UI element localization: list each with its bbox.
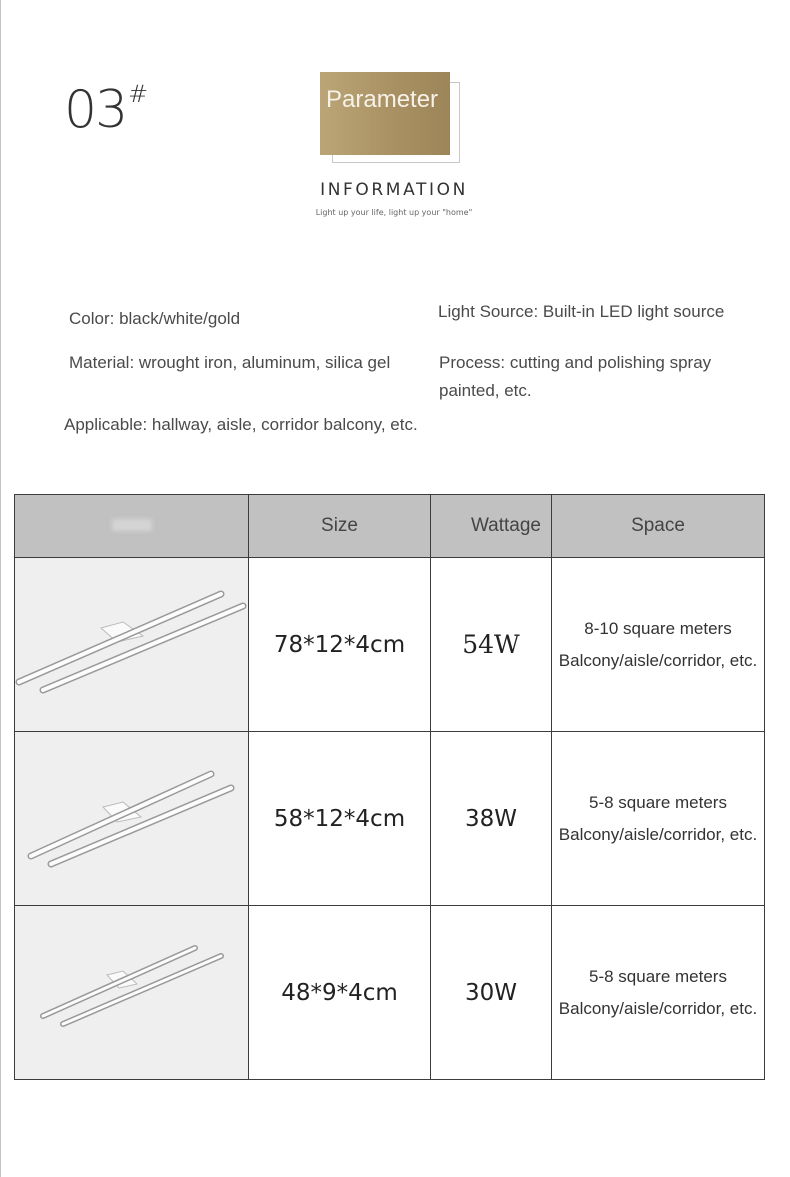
size-value: 48*9*4cm (281, 979, 398, 1006)
header-size: Size (249, 495, 431, 558)
wattage-value: 38W (464, 805, 517, 832)
space-area: 5-8 square meters (589, 966, 727, 986)
lamp-48-icon (15, 906, 249, 1079)
wattage-cell (431, 558, 552, 732)
parameter-table (14, 494, 765, 1080)
header-image (15, 495, 249, 558)
space-use: Balcony/aisle/corridor, etc. (558, 824, 758, 844)
wattage-cell (431, 906, 552, 1080)
size-cell (249, 558, 431, 732)
size-value: 78*12*4cm (273, 631, 406, 658)
lamp-image-cell (15, 732, 249, 906)
size-value: 58*12*4cm (273, 805, 406, 832)
lamp-78-icon (15, 558, 249, 731)
table-header-row (15, 495, 765, 558)
wattage-value: 54W (462, 630, 520, 659)
wattage-cell (431, 732, 552, 906)
parameter-badge-label: Parameter (326, 86, 439, 113)
size-cell (249, 732, 431, 906)
blurred-header-label (112, 519, 152, 531)
page-left-border (0, 0, 1, 1177)
header-wattage: Wattage (431, 495, 552, 558)
space-area: 5-8 square meters (589, 792, 727, 812)
table-row (15, 558, 765, 732)
parameter-badge (320, 72, 450, 155)
section-slogan: Light up your life, light up your "home" (315, 208, 473, 217)
space-area: 8-10 square meters (584, 618, 732, 638)
spec-light-source: Light Source: Built-in LED light source (438, 302, 725, 321)
space-use: Balcony/aisle/corridor, etc. (558, 998, 758, 1018)
lamp-58-icon (15, 732, 249, 905)
wattage-value: 30W (464, 979, 517, 1006)
table-row (15, 906, 765, 1080)
section-title: INFORMATION (320, 180, 468, 200)
lamp-image-cell (15, 558, 249, 732)
spec-color: Color: black/white/gold (69, 309, 241, 328)
section-number-mark: # (128, 80, 149, 108)
space-cell (552, 732, 765, 906)
table-row (15, 732, 765, 906)
spec-applicable: Applicable: hallway, aisle, corridor balcony, etc. (64, 415, 418, 434)
lamp-image-cell (15, 906, 249, 1080)
section-number (64, 80, 149, 140)
spec-material: Material: wrought iron, aluminum, silica gel (69, 353, 391, 372)
space-cell (552, 906, 765, 1080)
size-cell (249, 906, 431, 1080)
section-number-value: 03 (64, 80, 127, 140)
spec-process: Process: cutting and polishing spray painted, etc. (439, 353, 712, 400)
header-space: Space (552, 495, 765, 558)
space-cell (552, 558, 765, 732)
space-use: Balcony/aisle/corridor, etc. (558, 650, 758, 670)
